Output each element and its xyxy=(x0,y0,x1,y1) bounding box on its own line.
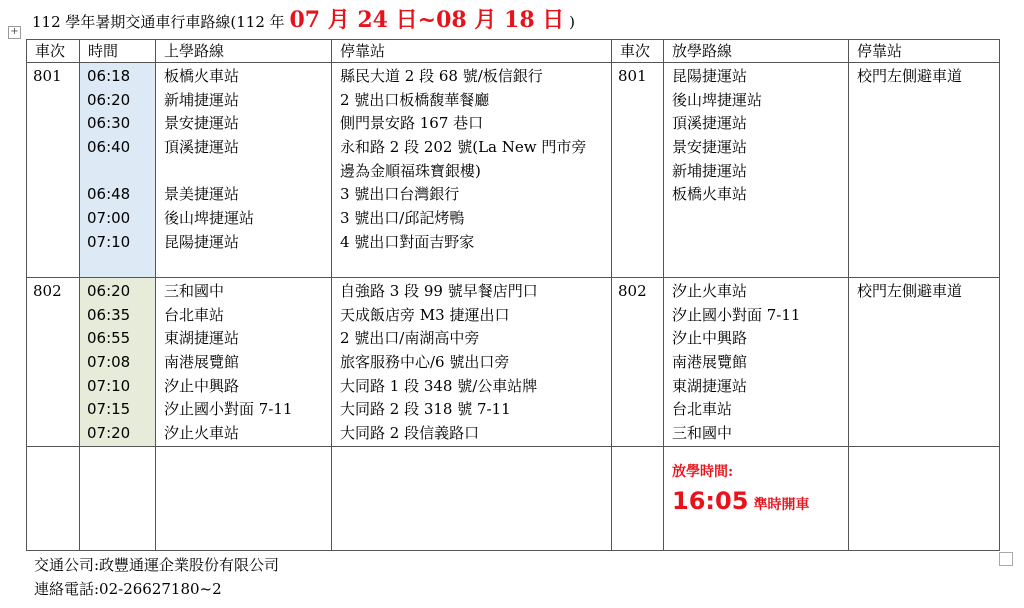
route-station: 景美捷運站 xyxy=(164,185,240,204)
header-afternoon-stop: 停靠站 xyxy=(849,40,1000,63)
route-station: 汐止中興路 xyxy=(672,329,748,348)
route-station xyxy=(156,160,331,184)
empty-cell xyxy=(612,446,664,550)
stop-location: 永和路 2 段 202 號(La New 門市旁 xyxy=(340,138,587,157)
time-value: 06:30 xyxy=(87,114,131,133)
empty-cell xyxy=(156,446,332,550)
header-time: 時間 xyxy=(80,40,156,63)
route-station: 昆陽捷運站 xyxy=(164,232,240,251)
morning-stop-cell xyxy=(332,63,612,278)
schedule-table xyxy=(26,39,1000,551)
title-date-range: 07 月 24 日~08 月 18 日 xyxy=(289,7,565,33)
title-prefix: 112 學年暑期交通車行車路線(112 年 xyxy=(32,13,285,31)
time-value: 06:18 xyxy=(87,67,131,85)
route-station: 景安捷運站 xyxy=(164,114,240,133)
table-row xyxy=(27,446,1000,550)
time-value: 07:10 xyxy=(87,376,131,395)
bus-no-cell-2 xyxy=(612,278,664,447)
route-station: 三和國中 xyxy=(164,282,225,300)
route-station: 東湖捷運站 xyxy=(672,376,748,395)
route-station: 新埔捷運站 xyxy=(164,90,240,109)
stop-location: 天成飯店旁 M3 捷運出口 xyxy=(340,305,510,324)
route-station: 南港展覽館 xyxy=(672,353,748,372)
time-value: 07:20 xyxy=(87,424,131,443)
bus-no-cell-2 xyxy=(612,63,664,278)
bus-no: 802 xyxy=(618,282,647,300)
table-move-handle-icon[interactable]: + xyxy=(8,26,21,39)
route-station: 汐止火車站 xyxy=(164,424,240,443)
header-afternoon-route: 放學路線 xyxy=(664,40,849,63)
dismissal-note: 準時開車 xyxy=(753,496,810,513)
stop-location: 旅客服務中心/6 號出口旁 xyxy=(340,353,510,372)
bus-no: 802 xyxy=(33,282,62,300)
time-value: 06:20 xyxy=(87,90,131,109)
stop-location: 大同路 2 段 318 號 7-11 xyxy=(340,400,511,419)
time-value: 06:35 xyxy=(87,305,131,324)
page-title xyxy=(32,6,575,36)
time-value: 07:08 xyxy=(87,353,131,372)
stop-location: 3 號出口台灣銀行 xyxy=(340,185,460,204)
route-station: 汐止國小對面 7-11 xyxy=(164,400,293,419)
time-cell xyxy=(80,63,156,278)
footer-phone: 連絡電話:02-26627180~2 xyxy=(34,580,222,598)
stop-location: 2 號出口板橋馥華餐廳 xyxy=(340,90,490,109)
empty-cell xyxy=(332,446,612,550)
route-station: 昆陽捷運站 xyxy=(672,67,748,85)
stop-location: 自強路 3 段 99 號早餐店門口 xyxy=(340,282,538,300)
dismissal-time-line xyxy=(664,487,848,515)
route-station: 頂溪捷運站 xyxy=(164,138,240,157)
stop-location: 校門左側避車道 xyxy=(857,282,963,300)
route-station: 汐止火車站 xyxy=(672,282,748,300)
route-station: 南港展覽館 xyxy=(164,353,240,372)
stop-location: 3 號出口/邱記烤鴨 xyxy=(340,209,465,228)
stop-location: 4 號出口對面吉野家 xyxy=(340,232,475,251)
dismissal-time: 16:05 xyxy=(672,486,749,515)
header-morning-stop: 停靠站 xyxy=(332,40,612,63)
stop-location: 2 號出口/南湖高中旁 xyxy=(340,329,480,348)
route-station: 汐止國小對面 7-11 xyxy=(672,305,801,324)
bus-no-cell xyxy=(27,278,80,447)
empty-cell xyxy=(80,446,156,550)
footer-company: 交通公司:政豐通運企業股份有限公司 xyxy=(34,556,280,574)
stop-location: 側門景安路 167 巷口 xyxy=(340,114,484,133)
time-value: 06:20 xyxy=(87,282,131,300)
table-resize-handle-icon[interactable] xyxy=(999,552,1013,566)
time-value: 07:00 xyxy=(87,209,131,228)
bus-no: 801 xyxy=(33,67,62,85)
header-bus-no-2: 車次 xyxy=(612,40,664,63)
table-row xyxy=(27,278,1000,447)
afternoon-route-cell xyxy=(664,278,849,447)
header-row xyxy=(27,40,1000,63)
time-value: 06:48 xyxy=(87,185,131,204)
route-station: 三和國中 xyxy=(672,424,733,443)
time-value: 07:10 xyxy=(87,232,131,251)
dismissal-cell xyxy=(664,446,849,550)
route-station: 板橋火車站 xyxy=(164,67,240,85)
stop-location: 大同路 1 段 348 號/公車站牌 xyxy=(340,376,538,395)
route-station: 台北車站 xyxy=(672,400,733,419)
table-row xyxy=(27,63,1000,278)
route-station: 景安捷運站 xyxy=(672,138,748,157)
stop-location: 校門左側避車道 xyxy=(857,67,963,85)
bus-no-cell xyxy=(27,63,80,278)
afternoon-stop-cell xyxy=(849,63,1000,278)
morning-route-cell xyxy=(156,63,332,278)
stop-location: 邊為金順福珠寶銀樓) xyxy=(340,161,481,180)
dismissal-label: 放學時間: xyxy=(672,463,734,480)
route-station: 後山埤捷運站 xyxy=(164,209,255,228)
title-suffix: ) xyxy=(569,13,575,31)
stop-location: 大同路 2 段信義路口 xyxy=(340,424,480,443)
route-station: 新埔捷運站 xyxy=(672,161,748,180)
route-station: 東湖捷運站 xyxy=(164,329,240,348)
empty-cell xyxy=(849,446,1000,550)
afternoon-route-cell xyxy=(664,63,849,278)
route-station: 後山埤捷運站 xyxy=(672,90,763,109)
route-station: 汐止中興路 xyxy=(164,376,240,395)
time-value: 06:55 xyxy=(87,329,131,348)
header-morning-route: 上學路線 xyxy=(156,40,332,63)
morning-stop-cell xyxy=(332,278,612,447)
time-value: 07:15 xyxy=(87,400,131,419)
header-bus-no: 車次 xyxy=(27,40,80,63)
bus-no: 801 xyxy=(618,67,647,85)
empty-cell xyxy=(27,446,80,550)
morning-route-cell xyxy=(156,278,332,447)
time-value xyxy=(80,160,155,184)
time-cell xyxy=(80,278,156,447)
route-station: 台北車站 xyxy=(164,305,225,324)
time-value: 06:40 xyxy=(87,138,131,157)
route-station: 頂溪捷運站 xyxy=(672,114,748,133)
afternoon-stop-cell xyxy=(849,278,1000,447)
route-station: 板橋火車站 xyxy=(672,185,748,204)
stop-location: 縣民大道 2 段 68 號/板信銀行 xyxy=(340,67,543,85)
